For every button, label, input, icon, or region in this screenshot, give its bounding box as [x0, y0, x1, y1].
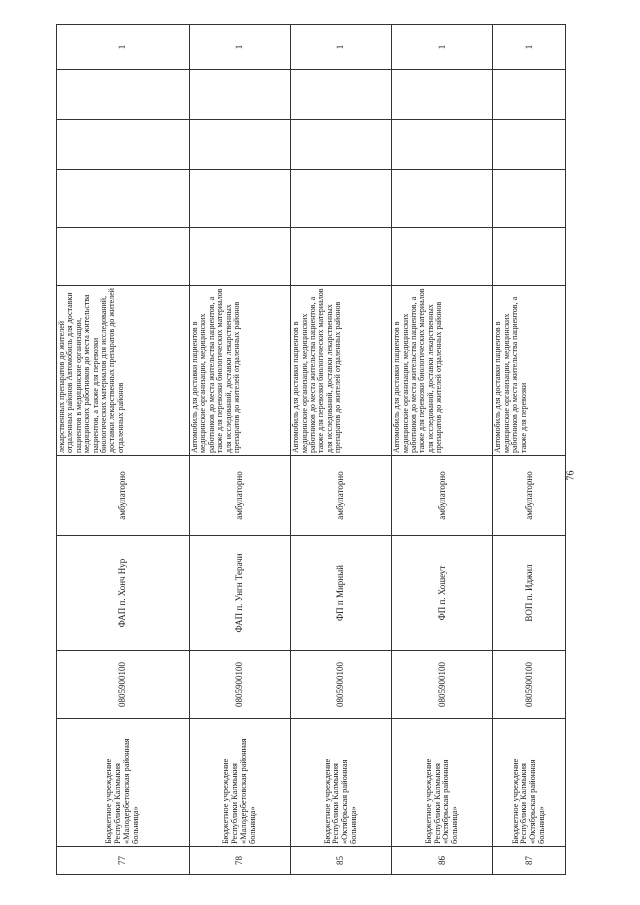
- empty-cell: [291, 120, 392, 170]
- empty-cell: [57, 228, 190, 286]
- vehicle-description: лекарственных препаратов до жителей отдаленных районов Автомобиль для доставки пациентов в медицинские организации, медицинских работников до места жительства пациентов, а также для перевозки биологических материалов для исследований, доставки лекарственных препаратов до жителей отдаленных районов: [57, 286, 190, 456]
- budget-code: 0805900100: [493, 651, 566, 719]
- budget-code: 0805900100: [189, 651, 290, 719]
- organization-name: Бюджетное учреждение Республики Калмыкия «Октябрьская районная больница»: [392, 719, 493, 847]
- table-row: [189, 25, 290, 875]
- facility-name: ФП п. Хошеут: [392, 536, 493, 651]
- empty-cell: [493, 70, 566, 120]
- care-mode: амбулаторно: [493, 456, 566, 536]
- budget-code: 0805900100: [57, 651, 190, 719]
- vehicle-quantity: 1: [189, 25, 290, 70]
- facility-name: ВОП п. Иджил: [493, 536, 566, 651]
- budget-code: 0805900100: [392, 651, 493, 719]
- empty-cell: [189, 120, 290, 170]
- vehicle-description: Автомобиль для доставки пациентов в медицинские организации, медицинских работников до места жительства пациентов, а также для перевозки биологических материалов для исследований, доставки лекарственных препаратов до жителей отдаленных районов: [291, 286, 392, 456]
- row-number: 85: [291, 847, 392, 875]
- row-number: 86: [392, 847, 493, 875]
- table-row: [493, 25, 566, 875]
- page-number: 76: [565, 470, 577, 481]
- care-mode: амбулаторно: [189, 456, 290, 536]
- facility-name: ФП п Мирный: [291, 536, 392, 651]
- facility-name: ФАП п. Унгн Терачи: [189, 536, 290, 651]
- vehicle-quantity: 1: [493, 25, 566, 70]
- vehicle-description: Автомобиль для доставки пациентов в медицинские организации, медицинских работников до места жительства пациентов, а также для перевозки биологических материалов для исследований, доставки лекарственных препаратов до жителей отдаленных районов: [189, 286, 290, 456]
- empty-cell: [189, 228, 290, 286]
- empty-cell: [291, 228, 392, 286]
- vehicle-quantity: 1: [57, 25, 190, 70]
- empty-cell: [392, 228, 493, 286]
- empty-cell: [493, 120, 566, 170]
- empty-cell: [57, 70, 190, 120]
- vehicle-allocation-table: [56, 24, 566, 875]
- facility-name: ФАП п. Хонч Нур: [57, 536, 190, 651]
- organization-name: Бюджетное учреждение Республики Калмыкия «Октябрьская районная больница»: [291, 719, 392, 847]
- vehicle-description: Автомобиль для доставки пациентов в медицинские организации, медицинских работников до места жительства пациентов, а также для перевозки: [493, 286, 566, 456]
- table-row: [291, 25, 392, 875]
- empty-cell: [493, 228, 566, 286]
- care-mode: амбулаторно: [57, 456, 190, 536]
- table-row: [392, 25, 493, 875]
- organization-name: Бюджетное учреждение Республики Калмыкия «Октябрьская районная больница»: [493, 719, 566, 847]
- empty-cell: [291, 170, 392, 228]
- budget-code: 0805900100: [291, 651, 392, 719]
- care-mode: амбулаторно: [291, 456, 392, 536]
- vehicle-description: Автомобиль для доставки пациентов в медицинские организации, медицинских работников до места жительства пациентов, а также для перевозки биологических материалов для исследований, доставки лекарственных препаратов до жителей отдаленных районов: [392, 286, 493, 456]
- empty-cell: [392, 120, 493, 170]
- row-number: 87: [493, 847, 566, 875]
- vehicle-quantity: 1: [392, 25, 493, 70]
- empty-cell: [392, 70, 493, 120]
- empty-cell: [57, 170, 190, 228]
- table-row: [57, 25, 190, 875]
- rotated-table-container: [56, 25, 566, 875]
- vehicle-quantity: 1: [291, 25, 392, 70]
- care-mode: амбулаторно: [392, 456, 493, 536]
- empty-cell: [57, 120, 190, 170]
- organization-name: Бюджетное учреждение Республики Калмыкия «Малодербетовская районная больница»: [57, 719, 190, 847]
- empty-cell: [493, 170, 566, 228]
- empty-cell: [392, 170, 493, 228]
- empty-cell: [189, 170, 290, 228]
- organization-name: Бюджетное учреждение Республики Калмыкия «Малодербетовская районная больница»: [189, 719, 290, 847]
- empty-cell: [291, 70, 392, 120]
- empty-cell: [189, 70, 290, 120]
- row-number: 77: [57, 847, 190, 875]
- row-number: 78: [189, 847, 290, 875]
